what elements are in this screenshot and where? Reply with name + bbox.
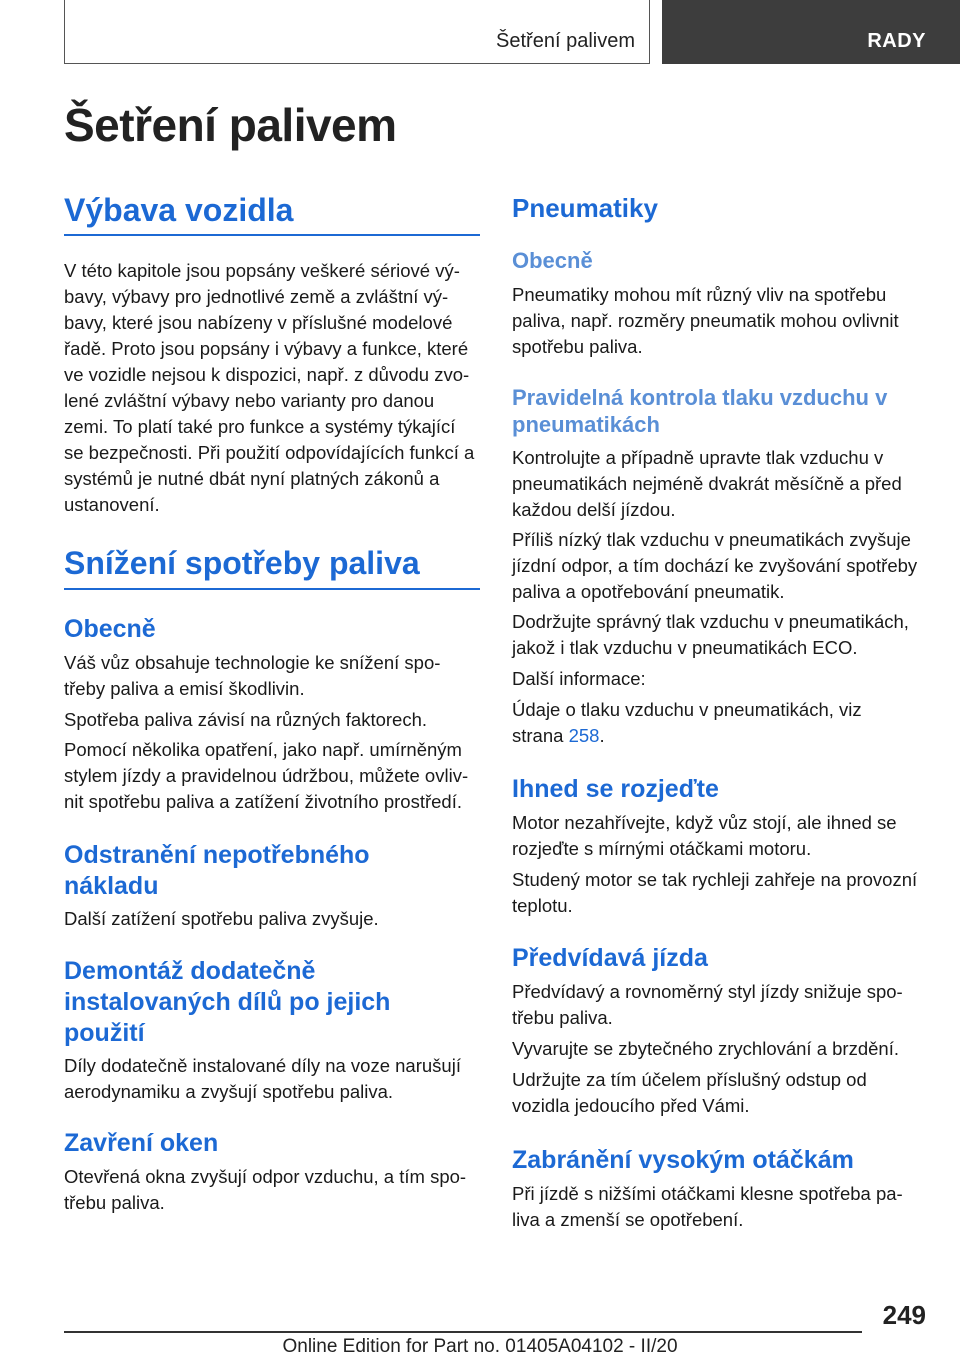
header-section-tab [64,0,650,64]
heading-tyres: Pneumatiky [512,193,658,223]
section-rule [64,588,480,590]
header-section-title: Šetření palivem [496,30,635,52]
page-number: 249 [882,1300,926,1330]
header-chapter-tab [662,0,960,64]
heading-close-windows: Zavření oken [64,1129,219,1157]
heading-remove-parts: Demontáž dodatečně instalovaných dílů po jejich použití [64,957,391,1047]
page-link-258[interactable]: 258 [568,725,600,746]
close-windows-paragraph: Otevřená okna zvyšují odpor vzduchu, a tím spo- třebu paliva. [64,1166,467,1213]
anticipatory-paragraph-3: Udržujte za tím účelem příslušný odstup od vozidla jedoucího před Vámi. [512,1069,867,1116]
subheading-tyre-pressure: Pravidelná kontrola tlaku vzduchu v pneumatikách [512,385,888,437]
heading-general: Obecně [64,615,156,643]
drive-off-paragraph-1: Motor nezahřívejte, když vůz stojí, ale ihned se rozjeďte s mírnými otáčkami motoru. [512,812,897,859]
header-chapter-title: RADY [867,30,926,52]
heading-avoid-high-rpm: Zabránění vysokým otáčkám [512,1146,854,1174]
tyres-paragraph: Pneumatiky mohou mít různý vliv na spotřebu paliva, např. rozměry pneumatik mohou ovlivnit spotřebu paliva. [512,284,899,357]
tyre-pressure-paragraph-5: Údaje o tlaku vzduchu v pneumatikách, viz strana 258. [512,699,862,746]
heading-drive-off: Ihned se rozjeďte [512,775,719,803]
tyre-pressure-paragraph-3: Dodržujte správný tlak vzduchu v pneumatikách, jakož i tlak vzduchu v pneumatikách ECO. [512,611,909,658]
tyre-pressure-paragraph-1: Kontrolujte a případně upravte tlak vzduchu v pneumatikách nejméně dvakrát měsíčně a před každou delší jízdou. [512,447,902,520]
tyre-pressure-paragraph-2: Příliš nízký tlak vzduchu v pneumatikách zvyšuje jízdní odpor, a tím dochází ke zvyšování spotřeby paliva a opotřebování pneumatik. [512,529,918,602]
drive-off-paragraph-2: Studený motor se tak rychleji zahřeje na provozní teplotu. [512,869,918,916]
heading-anticipatory-driving: Předvídavá jízda [512,944,708,972]
section-title-equipment: Výbava vozidla [64,192,294,228]
anticipatory-paragraph-2: Vyvarujte se zbytečného zrychlování a brzdění. [512,1038,899,1059]
section-title-fuel-reduction: Snížení spotřeby paliva [64,545,420,581]
footer-edition: Online Edition for Part no. 01405A04102 - II/20 [282,1336,678,1357]
subheading-tyres-general: Obecně [512,248,593,273]
avoid-high-rpm-paragraph: Při jízdě s nižšími otáčkami klesne spotřeba pa- liva a zmenší se opotřebení. [512,1183,903,1230]
remove-load-paragraph: Další zatížení spotřebu paliva zvyšuje. [64,908,379,929]
general-paragraph-2: Spotřeba paliva závisí na různých faktorech. [64,709,427,730]
page-title: Šetření palivem [64,99,397,151]
equipment-paragraph: V této kapitole jsou popsány veškeré sériové vý- bavy, výbavy pro jednotlivé země a zvláštní vý- bavy, které jsou nabízeny v příslušné modelové řadě. Proto jsou popsány i výbavy a funkce, které ve vozidle nejsou k dispozici, např. z důvodu zvo- lené zvláštní výbavy nebo varianty pro danou zemi. To platí také pro funkce a systémy týkající se bezpečnosti. Při použití odpovídajících funkcí a systémů je nutné dbát nyní platných zákonů a ustanovení. [64,260,475,515]
remove-parts-paragraph: Díly dodatečně instalované díly na voze narušují aerodynamiku a zvyšují spotřebu paliva. [64,1055,461,1102]
footer-rule [64,1331,862,1333]
heading-remove-load: Odstranění nepotřebného nákladu [64,841,370,900]
general-paragraph-1: Váš vůz obsahuje technologie ke snížení spo- třeby paliva a emisí škodlivin. [64,652,441,699]
general-paragraph-3: Pomocí několika opatření, jako např. umírněným stylem jízdy a pravidelnou údržbou, můžete ovliv- nit spotřebu paliva a zatížení životního prostředí. [64,739,469,812]
section-rule [64,234,480,236]
anticipatory-paragraph-1: Předvídavý a rovnoměrný styl jízdy snižuje spo- třebu paliva. [512,981,903,1028]
tyre-pressure-paragraph-4: Další informace: [512,668,646,689]
